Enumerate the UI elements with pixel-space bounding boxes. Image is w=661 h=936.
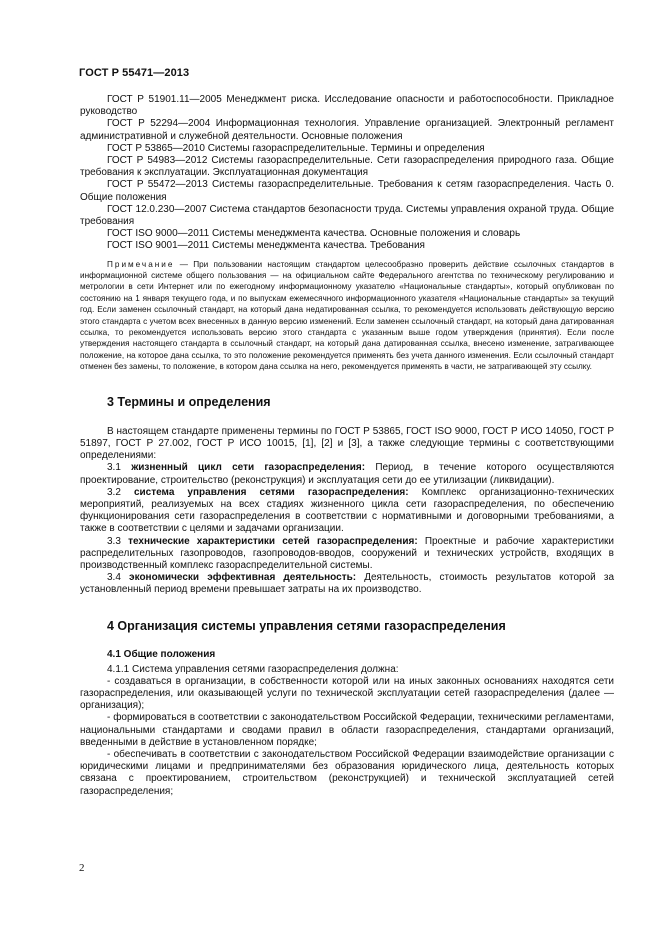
section-4-heading: 4 Организация системы управления сетями газораспределения	[107, 618, 506, 633]
term-text: Деятельность, стоимость результатов которой за установленный период времени превышает затраты на их производство.	[80, 572, 615, 596]
note-text: — При пользовании настоящим стандартом целесообразно проверить действие ссылочных стандартов в информационной системе общего пользования — на официальном сайте Федерального агентства по техническому регулированию и метрологии в сети Интернет или по ежегодному информационному указателю «Национальные стандарты», который опубликован по состоянию на 1 января текущего года, и по выпускам ежемесячного информационного указателя «Национальные стандарты» за текущий год. Если заменен ссылочный стандарт, на который дана недатированная ссылка, то рекомендуется использовать действующую версию этого стандарта с учетом всех внесенных в данную версию изменений. Если заменен ссылочный стандарт, на который дана датированная ссылка, то рекомендуется использовать версию этого стандарта с указанным выше годом утверждения (принятия). Если после утверждения настоящего стандарта в ссылочный стандарт, на который дана датированная ссылка, внесено изменение, затрагивающее положение, на которое дана ссылка, то это положение рекомендуется применять без учета данного изменения. Если ссылочный стандарт отменен без замены, то положение, в котором дана ссылка на него, рекомендуется применять в части, не затрагивающей эту ссылку.	[80, 259, 614, 372]
term-definition: 3.4 экономически эффективная деятельность: Деятельность, стоимость результатов которой за установленный период времени превышает затраты на их производство.	[80, 572, 615, 596]
term-definition: 3.1 жизненный цикл сети газораспределения: Период, в течение которого осуществляются проектирование, строительство (реконструкция) и эксплуатация сети до ее утилизации (ликвидации).	[80, 462, 615, 486]
term-name: технические характеристики сетей газораспределения:	[128, 535, 418, 547]
term-name: экономически эффективная деятельность:	[129, 572, 357, 584]
term-definition: 3.2 система управления сетями газораспределения: Комплекс организационно-технических мероприятий, реализуемых на всех стадиях жизненного цикла сети газораспределения, по обеспечению функционирования сети газораспределения в соответствии с нормативными и договорными требованиями, а также в соответствии с целями и задачами организации.	[80, 486, 615, 535]
reference-item: ГОСТ 12.0.230—2007 Система стандартов безопасности труда. Системы управления охраной труда. Общие требования	[80, 203, 614, 228]
term-text: Проектные и рабочие характеристики распределительных газопроводов, газопроводов-вводов, сооружений и технических устройств, входящих в производственный комплекс газораспределительной системы.	[80, 535, 614, 571]
term-definition: 3.3 технические характеристики сетей газораспределения: Проектные и рабочие характеристики распределительных газопроводов, газопроводов-вводов, сооружений и технических устройств, входящих в производственный комплекс газораспределительной системы.	[80, 535, 614, 571]
section-3-heading: 3 Термины и определения	[107, 394, 271, 409]
reference-item: ГОСТ ISO 9000—2011 Системы менеджмента качества. Основные положения и словарь	[107, 228, 521, 240]
subsection-4-1-heading: 4.1 Общие положения	[107, 648, 216, 660]
list-item: - создаваться в организации, в собственности которой или на иных законных основаниях находятся сети газораспределения, или оказывающей услуги по технической эксплуатации сетей газораспределения (далее — организация);	[80, 675, 614, 712]
page-content	[80, 94, 614, 798]
reference-item: ГОСТ Р 53865—2010 Системы газораспределительные. Термины и определения	[107, 142, 485, 154]
normative-references-list	[80, 94, 614, 253]
reference-item: ГОСТ Р 54983—2012 Системы газораспределительные. Сети газораспределения природного газа. Общие требования к эксплуатации. Эксплуатационная документация	[80, 155, 614, 179]
term-text: Период, в течение которого осуществляются проектирование, строительство (реконструкция) и эксплуатация сети до ее утилизации (ликвидации).	[80, 462, 615, 486]
clause-4-1-1: 4.1.1 Система управления сетями газораспределения должна:	[107, 663, 399, 675]
list-item: - формироваться в соответствии с законодательством Российской Федерации, техническими регламентами, национальными стандартами и сводами правил в области газораспределения, стандартами организаций, введенными в действие в установленном порядке;	[80, 712, 614, 748]
reference-item: ГОСТ Р 51901.11—2005 Менеджмент риска. Исследование опасности и работоспособности. Прикладное руководство	[80, 94, 614, 118]
reference-item: ГОСТ Р 52294—2004 Информационная технология. Управление организацией. Электронный регламент административной и служебной деятельности. Основные положения	[80, 118, 614, 142]
reference-item: ГОСТ Р 55472—2013 Системы газораспределительные. Требования к сетям газораспределения. Часть 0. Общие положения	[80, 179, 614, 203]
term-name: жизненный цикл сети газораспределения:	[131, 462, 366, 474]
term-text: Комплекс организационно-технических мероприятий, реализуемых на всех стадиях жизненного цикла сети газораспределения, по обеспечению функционирования сети газораспределения в соответствии с нормативными и договорными требованиями, а также в соответствии с целями и задачами организации.	[80, 486, 615, 535]
note-label: Примечание	[107, 259, 175, 269]
section-3-intro: В настоящем стандарте применены термины по ГОСТ Р 53865, ГОСТ ISO 9000, ГОСТ Р ИСО 14050, ГОСТ Р 51897, ГОСТ Р 27.002, ГОСТ Р ИСО 10015, [1], [2] и [3], а также следующие термины с соответствующими определениями:	[80, 425, 614, 462]
reference-note	[80, 259, 614, 373]
page-number: 2	[79, 862, 85, 874]
document-header: ГОСТ Р 55471—2013	[79, 67, 190, 79]
list-item: - обеспечивать в соответствии с законодательством Российской Федерации взаимодействие организации с юридическими лицами и предпринимателями без образования юридического лица, деятельность которых связана с проектированием, строительством (реконструкцией) и технической эксплуатацией сетей газораспределения;	[80, 748, 614, 797]
term-name: система управления сетями газораспределения:	[133, 486, 409, 498]
reference-item: ГОСТ ISO 9001—2011 Системы менеджмента качества. Требования	[107, 240, 425, 252]
